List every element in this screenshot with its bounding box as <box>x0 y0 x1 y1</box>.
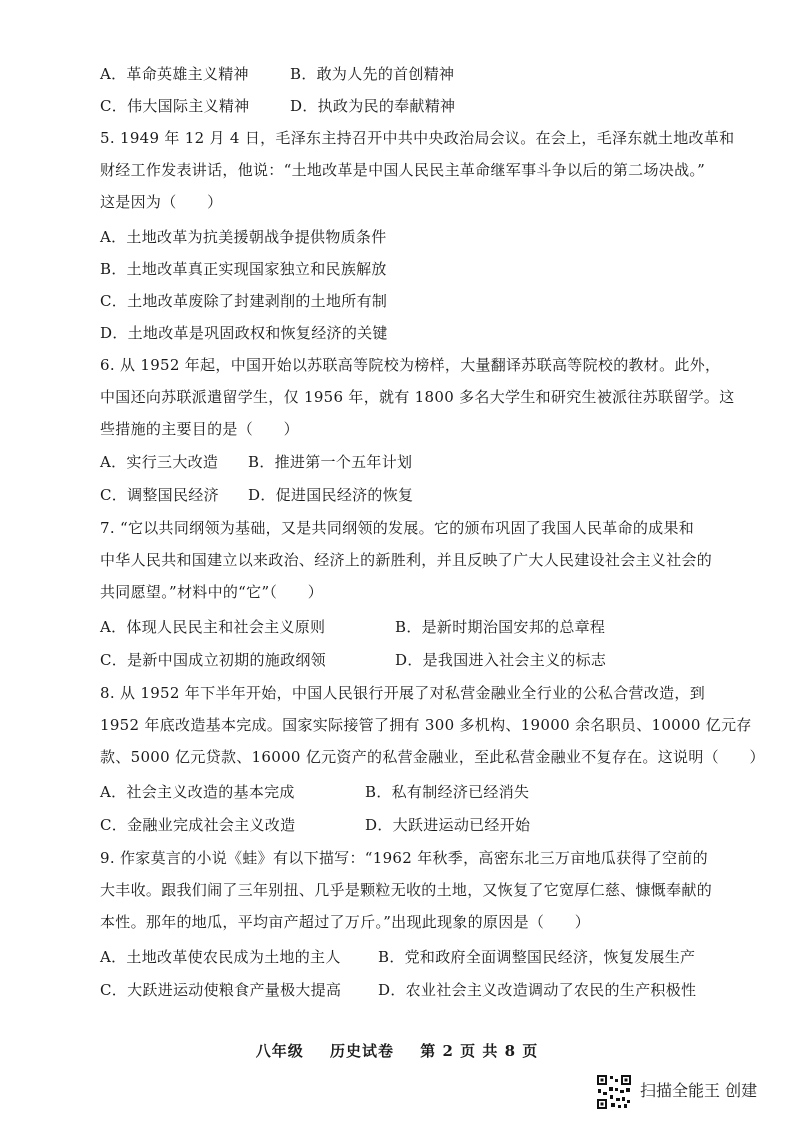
q8-stem-line-2: 1952 年底改造基本完成。国家实际接管了拥有 300 多机构、19000 余名职员、10000 亿元存 <box>100 716 752 734</box>
q9-stem-line-3: 本性。那年的地瓜，平均亩产超过了万斤。”出现此现象的原因是（ ） <box>100 913 591 931</box>
q8-stem-line-1: 8. 从 1952 年下半年开始，中国人民银行开展了对私营金融业全行业的公私合营改造，到 <box>100 684 705 702</box>
q6-stem-line-1: 6. 从 1952 年起，中国开始以苏联高等院校为榜样，大量翻译苏联高等院校的教材。此外， <box>100 356 721 374</box>
q7-stem-line-2: 中华人民共和国建立以来政治、经济上的新胜利，并且反映了广大人民建设社会主义社会的 <box>100 551 713 569</box>
q5-option-a: A．土地改革为抗美援朝战争提供物质条件 <box>100 228 387 246</box>
q9-option-d: D．农业社会主义改造调动了农民的生产积极性 <box>378 981 697 999</box>
q9-option-a: A．土地改革使农民成为土地的主人 <box>100 948 341 966</box>
q7-option-a: A．体现人民民主和社会主义原则 <box>100 618 326 636</box>
q6-option-d: D．促进国民经济的恢复 <box>248 486 414 504</box>
page-footer <box>0 1040 794 1061</box>
prev-option-a: A．革命英雄主义精神 <box>100 65 249 83</box>
q5-option-b: B．土地改革真正实现国家独立和民族解放 <box>100 260 387 278</box>
q5-stem-line-2: 财经工作发表讲话，他说：“土地改革是中国人民民主革命继军事斗争以后的第二场决战。” <box>100 161 706 179</box>
q5-stem-line-3: 这是因为（ ） <box>100 193 223 211</box>
prev-option-b: B．敢为人先的首创精神 <box>290 65 455 83</box>
q8-stem-line-3: 款、5000 亿元贷款、16000 亿元资产的私营金融业，至此私营金融业不复存在。这说明（ ） <box>100 748 765 766</box>
q6-stem-line-3: 些措施的主要目的是（ ） <box>100 420 299 438</box>
q8-option-c: C．金融业完成社会主义改造 <box>100 816 296 834</box>
q5-option-d: D．土地改革是巩固政权和恢复经济的关键 <box>100 324 388 342</box>
q5-option-c: C．土地改革废除了封建剥削的土地所有制 <box>100 292 388 310</box>
q7-option-c: C．是新中国成立初期的施政纲领 <box>100 651 326 669</box>
q7-stem-line-3: 共同愿望。”材料中的“它”（ ） <box>100 583 324 601</box>
qr-code-icon <box>596 1074 632 1110</box>
q8-option-b: B．私有制经济已经消失 <box>365 783 530 801</box>
q6-stem-line-2: 中国还向苏联派遣留学生，仅 1956 年，就有 1800 多名大学生和研究生被派往苏联留学。这 <box>100 388 735 406</box>
q9-stem-line-1: 9. 作家莫言的小说《蛙》有以下描写：“1962 年秋季，高密东北三万亩地瓜获得了空前的 <box>100 849 708 867</box>
q6-option-a: A．实行三大改造 <box>100 453 219 471</box>
q9-option-c: C．大跃进运动使粮食产量极大提高 <box>100 981 342 999</box>
q9-stem-line-2: 大丰收。跟我们闹了三年别扭、几乎是颗粒无收的土地，又恢复了它宽厚仁慈、慷慨奉献的 <box>100 881 713 899</box>
q6-option-b: B．推进第一个五年计划 <box>248 453 413 471</box>
prev-option-d: D．执政为民的奉献精神 <box>290 97 456 115</box>
q8-option-a: A．社会主义改造的基本完成 <box>100 783 295 801</box>
q9-option-b: B．党和政府全面调整国民经济，恢复发展生产 <box>378 948 696 966</box>
footer-subject: 历史试卷 <box>330 1042 395 1060</box>
scanner-watermark: 扫描全能王 创建 <box>640 1081 758 1100</box>
q7-stem-line-1: 7. “它以共同纲领为基础，又是共同纲领的发展。它的颁布巩固了我国人民革命的成果和 <box>100 519 695 537</box>
q5-stem-line-1: 5. 1949 年 12 月 4 日，毛泽东主持召开中共中央政治局会议。在会上，毛泽东就土地改革和 <box>100 129 735 147</box>
q7-option-b: B．是新时期治国安邦的总章程 <box>395 618 606 636</box>
footer-page-number: 第 2 页 共 8 页 <box>420 1042 539 1060</box>
q6-option-c: C．调整国民经济 <box>100 486 219 504</box>
footer-grade: 八年级 <box>255 1042 304 1060</box>
q7-option-d: D．是我国进入社会主义的标志 <box>395 651 607 669</box>
prev-option-c: C．伟大国际主义精神 <box>100 97 250 115</box>
q8-option-d: D．大跃进运动已经开始 <box>365 816 531 834</box>
